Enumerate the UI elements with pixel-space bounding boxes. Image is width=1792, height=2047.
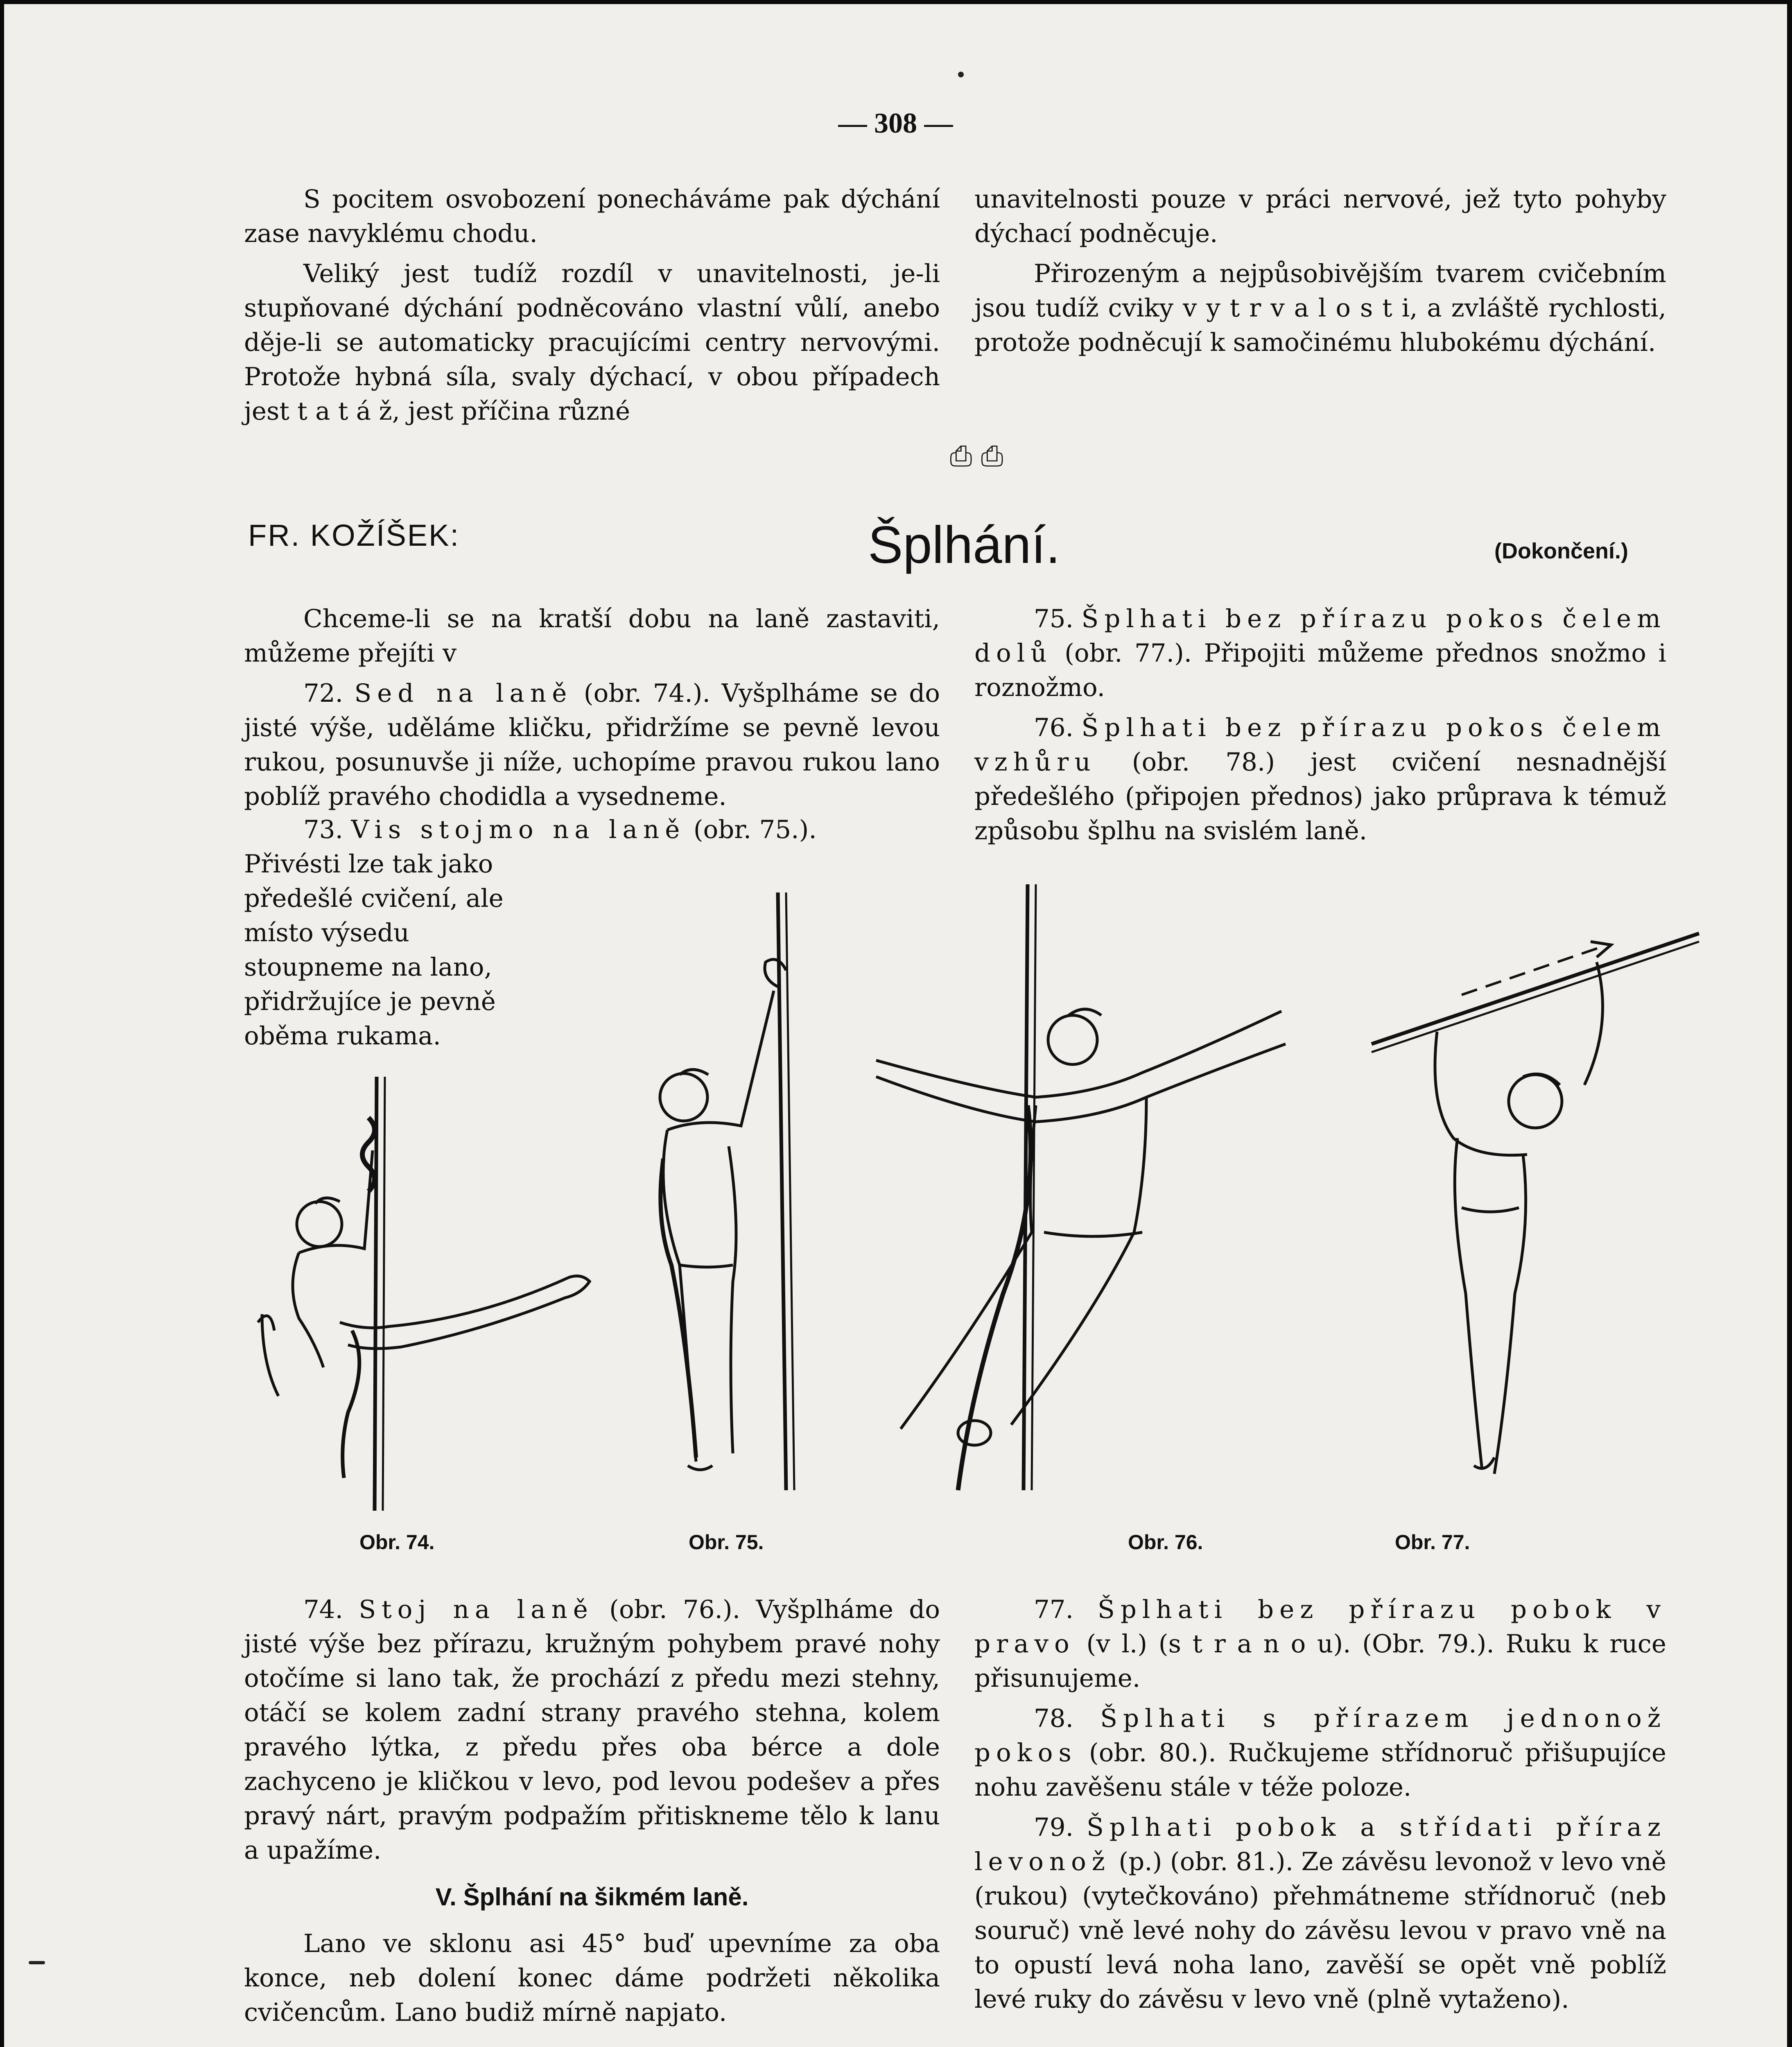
exercise-text: (obr. 76.). Vyšplháme do jisté výše bez přírazu, kružným pohybem pravé nohy otočíme si lano tak, že prochází z předu mezi stehny, otáčí se kolem zadní strany pravého stehna, kolem pravého lýtka, z předu přes oba bérce a dole zachyceno je kličkou v levo, pod levou podešev a přes pravý nárt, pravým podpažím přitiskneme tělo k lanu a upažíme. — [244, 1595, 940, 1865]
exercise-text: (obr. 74.). Vyšplháme se do jisté výše, uděláme kličku, přidržíme se pevně levou rukou, posunuvše ji níže, uchopíme pravou rukou lano poblíž pravého chodidla a vysedneme. — [244, 679, 940, 811]
paragraph: Veliký jest tudíž rozdíl v unavitelnosti, je-li stupňované dýchání podněcováno vlastní vůlí, anebo děje-li se automaticky pracujícími centry nervovými. Protože hybná síla, svaly dýchací, v obou případech jest t a t á ž, jest příčina různé — [244, 259, 940, 426]
exercise-74 — [244, 1593, 940, 1868]
exercise-78 — [974, 1701, 1666, 1805]
top-left-column — [244, 182, 940, 429]
exercise-73-head — [244, 813, 940, 847]
article-title: Šplhání. — [868, 516, 1060, 574]
exercise-name: Šplhati s přírazem jednonož pokos — [974, 1704, 1667, 1767]
scan-speck — [29, 1961, 45, 1964]
exercise-text: (obr. 80.). Ručkujeme střídnoruč přišupujíce nohu zavěšenu stále v téže poloze. — [974, 1738, 1667, 1802]
page-number: — 308 — — [838, 108, 953, 139]
exercise-number: 78. — [1034, 1704, 1074, 1733]
exercise-name: Vis stojmo na laně — [351, 815, 686, 844]
exercise-text: (v l.) (s t r a n o u). (Obr. 79.). Ruku k ruce přisunujeme. — [974, 1629, 1666, 1693]
exercise-name: Šplhati bez přírazu pobok v pravo — [974, 1595, 1667, 1658]
figure-caption: Obr. 77. — [1395, 1531, 1470, 1554]
ornament-icon: ⎙ ⎙ — [950, 440, 1003, 472]
article-subtitle: (Dokončení.) — [1494, 539, 1629, 563]
exercise-text: (p.) (obr. 81.). Ze závěsu levonož v levo vně (rukou) (vytečkováno) přehmátneme střídnoruč (neb souruč) vně levé nohy do závěsu levou v pravo vně na to opustí levá noha lano, zavěší se opět vně poblíž levé ruky do závěsu v levo vně (plně vytaženo). — [974, 1847, 1666, 2014]
book-page — [4, 4, 1787, 2047]
figure-74-illustration — [250, 1069, 659, 1519]
author-name: FR. KOŽÍŠEK: — [248, 518, 460, 552]
figure-75-illustration — [606, 884, 860, 1507]
exercise-76 — [974, 711, 1666, 848]
exercise-name: Šplhati bez přírazu pokos čelem dolů — [974, 604, 1667, 668]
figure-caption: Obr. 76. — [1128, 1531, 1203, 1554]
paragraph: Chceme-li se na kratší dobu na laně zastaviti, můžeme přejíti v — [244, 604, 940, 668]
exercise-name: Šplhati bez přírazu pokos čelem vzhůru — [974, 713, 1667, 777]
scan-speck — [958, 72, 964, 77]
exercise-number: 74. — [303, 1595, 343, 1624]
exercise-number: 76. — [1034, 713, 1074, 742]
paragraph: Přirozeným a nejpůsobivějším tvarem cvičebním jsou tudíž cviky v y t r v a l o s t i, a zvláště rychlosti, protože podněcují k samočinému hlubokému dýchání. — [974, 259, 1666, 357]
exercise-number: 72. — [303, 679, 343, 708]
exercise-75 — [974, 602, 1666, 705]
exercise-name: Šplhati pobok a střídati příraz levonož — [974, 1813, 1666, 1876]
exercise-73-text — [244, 847, 531, 1053]
exercise-text: (obr. 77.). Připojiti můžeme přednos snožmo i roznožmo. — [974, 639, 1667, 702]
figure-76-illustration — [868, 876, 1318, 1498]
exercise-72 — [244, 676, 940, 814]
figure-caption: Obr. 75. — [689, 1531, 764, 1554]
exercise-ref: (obr. 75.). — [693, 815, 817, 844]
top-right-column — [974, 182, 1666, 360]
middle-right-column — [974, 602, 1666, 848]
exercise-text: Přivésti lze tak jako předešlé cvičení, ale místo výsedu stoupneme na lano, přidržujíce je pevně oběma rukama. — [244, 850, 504, 1051]
bottom-right-column — [974, 1593, 1666, 2017]
paragraph: Lano ve sklonu asi 45° buď upevníme za oba konce, neb dolení konec dáme podržeti několika cvičencům. Lano budiž mírně napjato. — [244, 1929, 940, 2027]
exercise-text: (obr. 78.) jest cvičení nesnadnější předešlého (připojen přednos) jako průprava k témuž způsobu šplhu na svislém laně. — [974, 748, 1666, 845]
exercise-name: Stoj na laně — [359, 1595, 594, 1624]
paragraph: S pocitem osvobození ponecháváme pak dýchání zase navyklému chodu. — [244, 185, 940, 248]
paragraph: unavitelnosti pouze v práci nervové, jež tyto pohyby dýchací podněcuje. — [974, 185, 1666, 248]
figure-caption: Obr. 74. — [359, 1531, 435, 1554]
exercise-79 — [974, 1810, 1666, 2017]
exercise-name: Sed na laně — [354, 679, 573, 708]
exercise-number: 75. — [1034, 604, 1074, 633]
section-heading: V. Šplhání na šikmém laně. — [435, 1883, 749, 1911]
exercise-77 — [974, 1593, 1666, 1696]
exercise-number: 73. — [303, 815, 343, 844]
exercise-number: 79. — [1034, 1813, 1074, 1842]
middle-left-column — [244, 602, 940, 814]
exercise-number: 77. — [1034, 1595, 1074, 1624]
bottom-left-column — [244, 1593, 940, 2030]
figure-77-illustration — [1367, 925, 1707, 1498]
